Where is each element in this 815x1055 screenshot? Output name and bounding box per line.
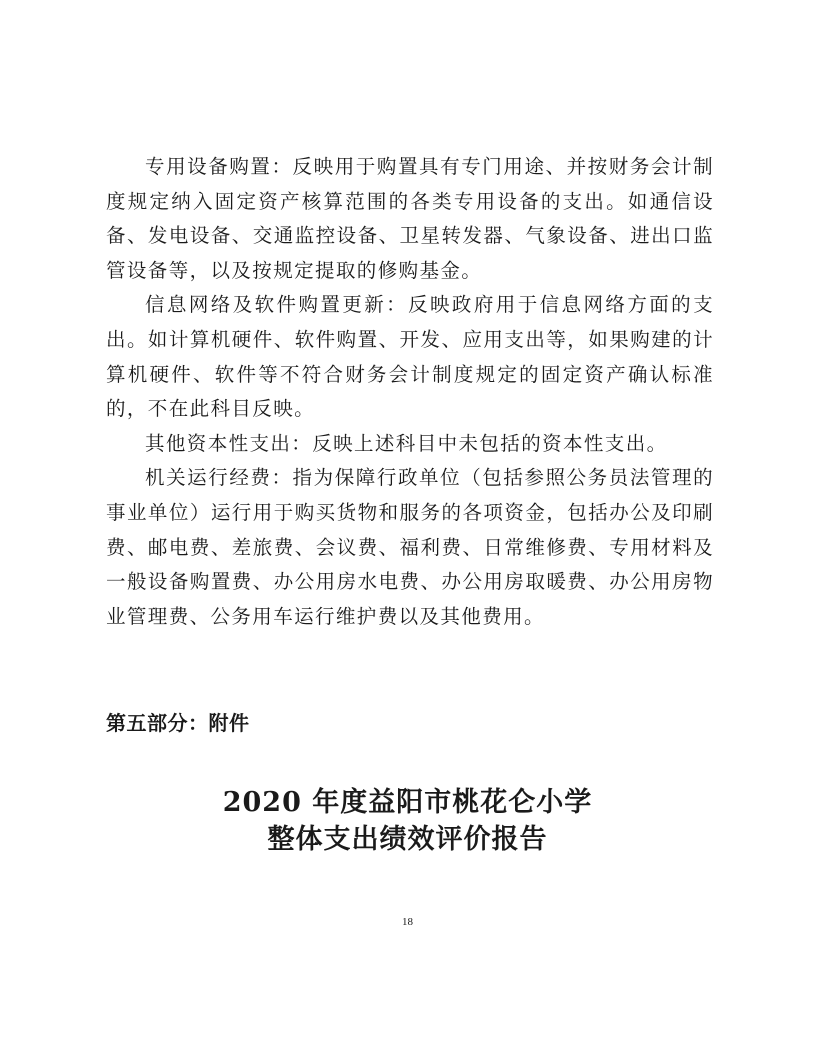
paragraph-other-capital: 其他资本性支出：反映上述科目中未包括的资本性支出。	[145, 431, 668, 455]
paragraph-special-equipment: 专用设备购置：反映用于购置具有专门用途、并按财务会计制度规定纳入固定资产核算范围的各类专用设备的支出。如通信设备、发电设备、交通监控设备、卫星转发器、气象设备、进出口监管设备等，以及按规定提取的修购基金。	[106, 155, 714, 282]
paragraph-network-software: 信息网络及软件购置更新：反映政府用于信息网络方面的支出。如计算机硬件、软件购置、开发、应用支出等，如果购建的计算机硬件、软件等不符合财务会计制度规定的固定资产确认标准的，不在此科目反映。	[106, 293, 714, 421]
report-title-line1: 2020 年度益阳市桃花仑小学	[222, 787, 593, 818]
body-text	[106, 150, 714, 634]
page-number: 18	[402, 916, 413, 928]
section-heading: 第五部分：附件	[106, 711, 250, 735]
paragraph-operating-funds: 机关运行经费：指为保障行政单位（包括参照公务员法管理的事业单位）运行用于购买货物和服务的各项资金，包括办公及印刷费、邮电费、差旅费、会议费、福利费、日常维修费、专用材料及一般设备购置费、办公用房水电费、办公用房取暖费、办公用房物业管理费、公务用车运行维护费以及其他费用。	[106, 466, 714, 628]
report-title-line2: 整体支出绩效评价报告	[267, 824, 548, 855]
